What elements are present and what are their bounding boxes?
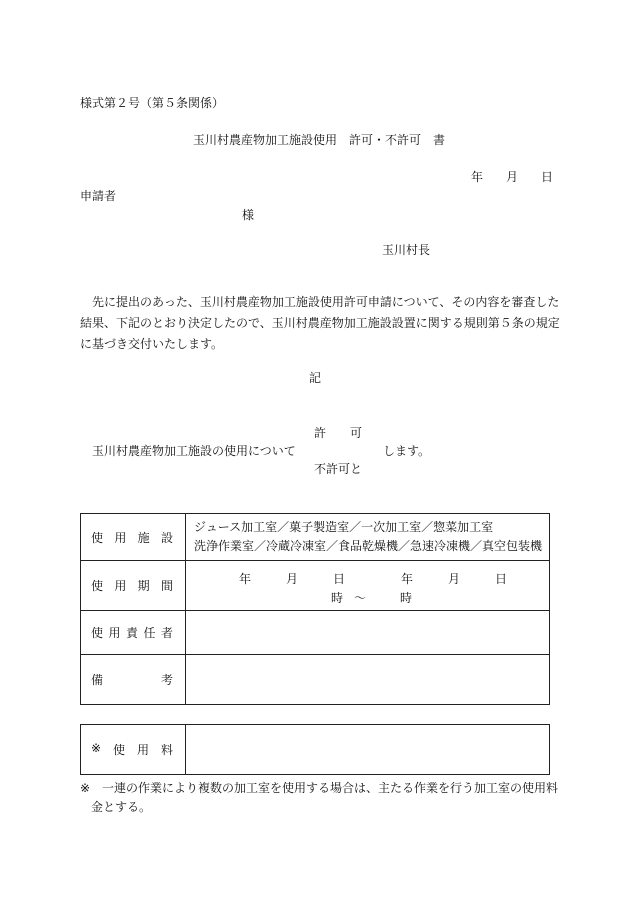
label-char: 料: [160, 743, 173, 757]
period-start-month: 月: [286, 572, 299, 586]
facility-line: 洗浄作業室／冷蔵冷凍室／食品乾燥機／急速冷凍機／真空包装機: [194, 539, 543, 553]
label-char: 使: [113, 743, 126, 757]
period-row: [81, 561, 550, 611]
label-char: 使: [91, 626, 104, 640]
decision-nonpermit: 不許可と: [314, 462, 363, 476]
period-start-year: 年: [239, 572, 252, 586]
period-label: [81, 561, 186, 611]
decision-permit: 許 可: [314, 426, 363, 440]
body-paragraph: [80, 292, 560, 355]
fee-value: [186, 725, 550, 775]
document-title: 玉川村農産物加工施設使用 許可・不許可 書: [193, 133, 446, 147]
label-char: 用: [114, 530, 127, 545]
honorific: 様: [242, 208, 255, 222]
period-end-day: 日: [495, 572, 508, 586]
footnote-mark: ※: [80, 781, 91, 795]
remarks-row: [81, 655, 550, 705]
period-end-hour: 時: [400, 591, 413, 605]
period-end-year: 年: [401, 572, 414, 586]
facility-label: [81, 514, 186, 561]
body-line: 先に提出のあった、玉川村農産物加工施設使用許可申請について、その内容を審査した: [80, 295, 560, 309]
date-year-label: 年: [471, 170, 484, 184]
label-char: 期: [137, 579, 150, 593]
manager-label: [81, 611, 186, 655]
form-number: 様式第２号（第５条関係）: [80, 96, 225, 110]
label-char: 施: [137, 530, 150, 545]
label-char: 備: [91, 673, 104, 687]
label-char: 使: [91, 579, 104, 593]
issuer: 玉川村長: [382, 243, 431, 257]
period-end-month: 月: [448, 572, 461, 586]
manager-row: [81, 611, 550, 655]
period-tilde: ～: [354, 591, 367, 605]
footnote-line: 一連の作業により複数の加工室を使用する場合は、主たる作業を行う加工室の使用料: [102, 781, 559, 795]
period-start-hour: 時: [331, 591, 344, 605]
fee-table: [80, 724, 550, 775]
details-table: [80, 513, 550, 705]
date-day-label: 日: [541, 170, 554, 184]
footnote-line: 金とする。: [91, 800, 152, 814]
facility-line: ジュース加工室／菓子製造室／一次加工室／惣菜加工室: [194, 520, 494, 534]
decision-suffix: します。: [383, 444, 431, 458]
fee-row: [81, 725, 550, 775]
decision-prefix: 玉川村農産物加工施設の使用について: [92, 444, 296, 458]
date-month-label: 月: [506, 170, 519, 184]
label-char: 者: [160, 626, 173, 640]
label-char: ※: [91, 741, 102, 755]
label-char: 考: [160, 673, 173, 687]
fee-label: [81, 725, 186, 775]
remarks-value: [186, 655, 550, 705]
manager-value: [186, 611, 550, 655]
period-start-day: 日: [333, 572, 346, 586]
applicant-label: 申請者: [80, 189, 117, 203]
body-line: 結果、下記のとおり決定したので、玉川村農産物加工施設設置に関する規則第５条の規定: [80, 316, 560, 330]
label-char: 使: [91, 530, 104, 545]
label-char: 用: [114, 579, 127, 593]
label-char: 設: [160, 530, 173, 545]
facility-row: [81, 514, 550, 561]
label-char: 間: [160, 579, 173, 593]
label-char: 用: [136, 743, 149, 757]
facility-value: [186, 514, 550, 561]
label-char: 任: [143, 626, 156, 640]
period-value: [186, 561, 550, 611]
remarks-label: [81, 655, 186, 705]
ki-heading: 記: [309, 371, 322, 385]
label-char: 責: [125, 626, 138, 640]
label-char: 用: [108, 626, 121, 640]
body-line: に基づき交付いたします。: [80, 337, 224, 351]
